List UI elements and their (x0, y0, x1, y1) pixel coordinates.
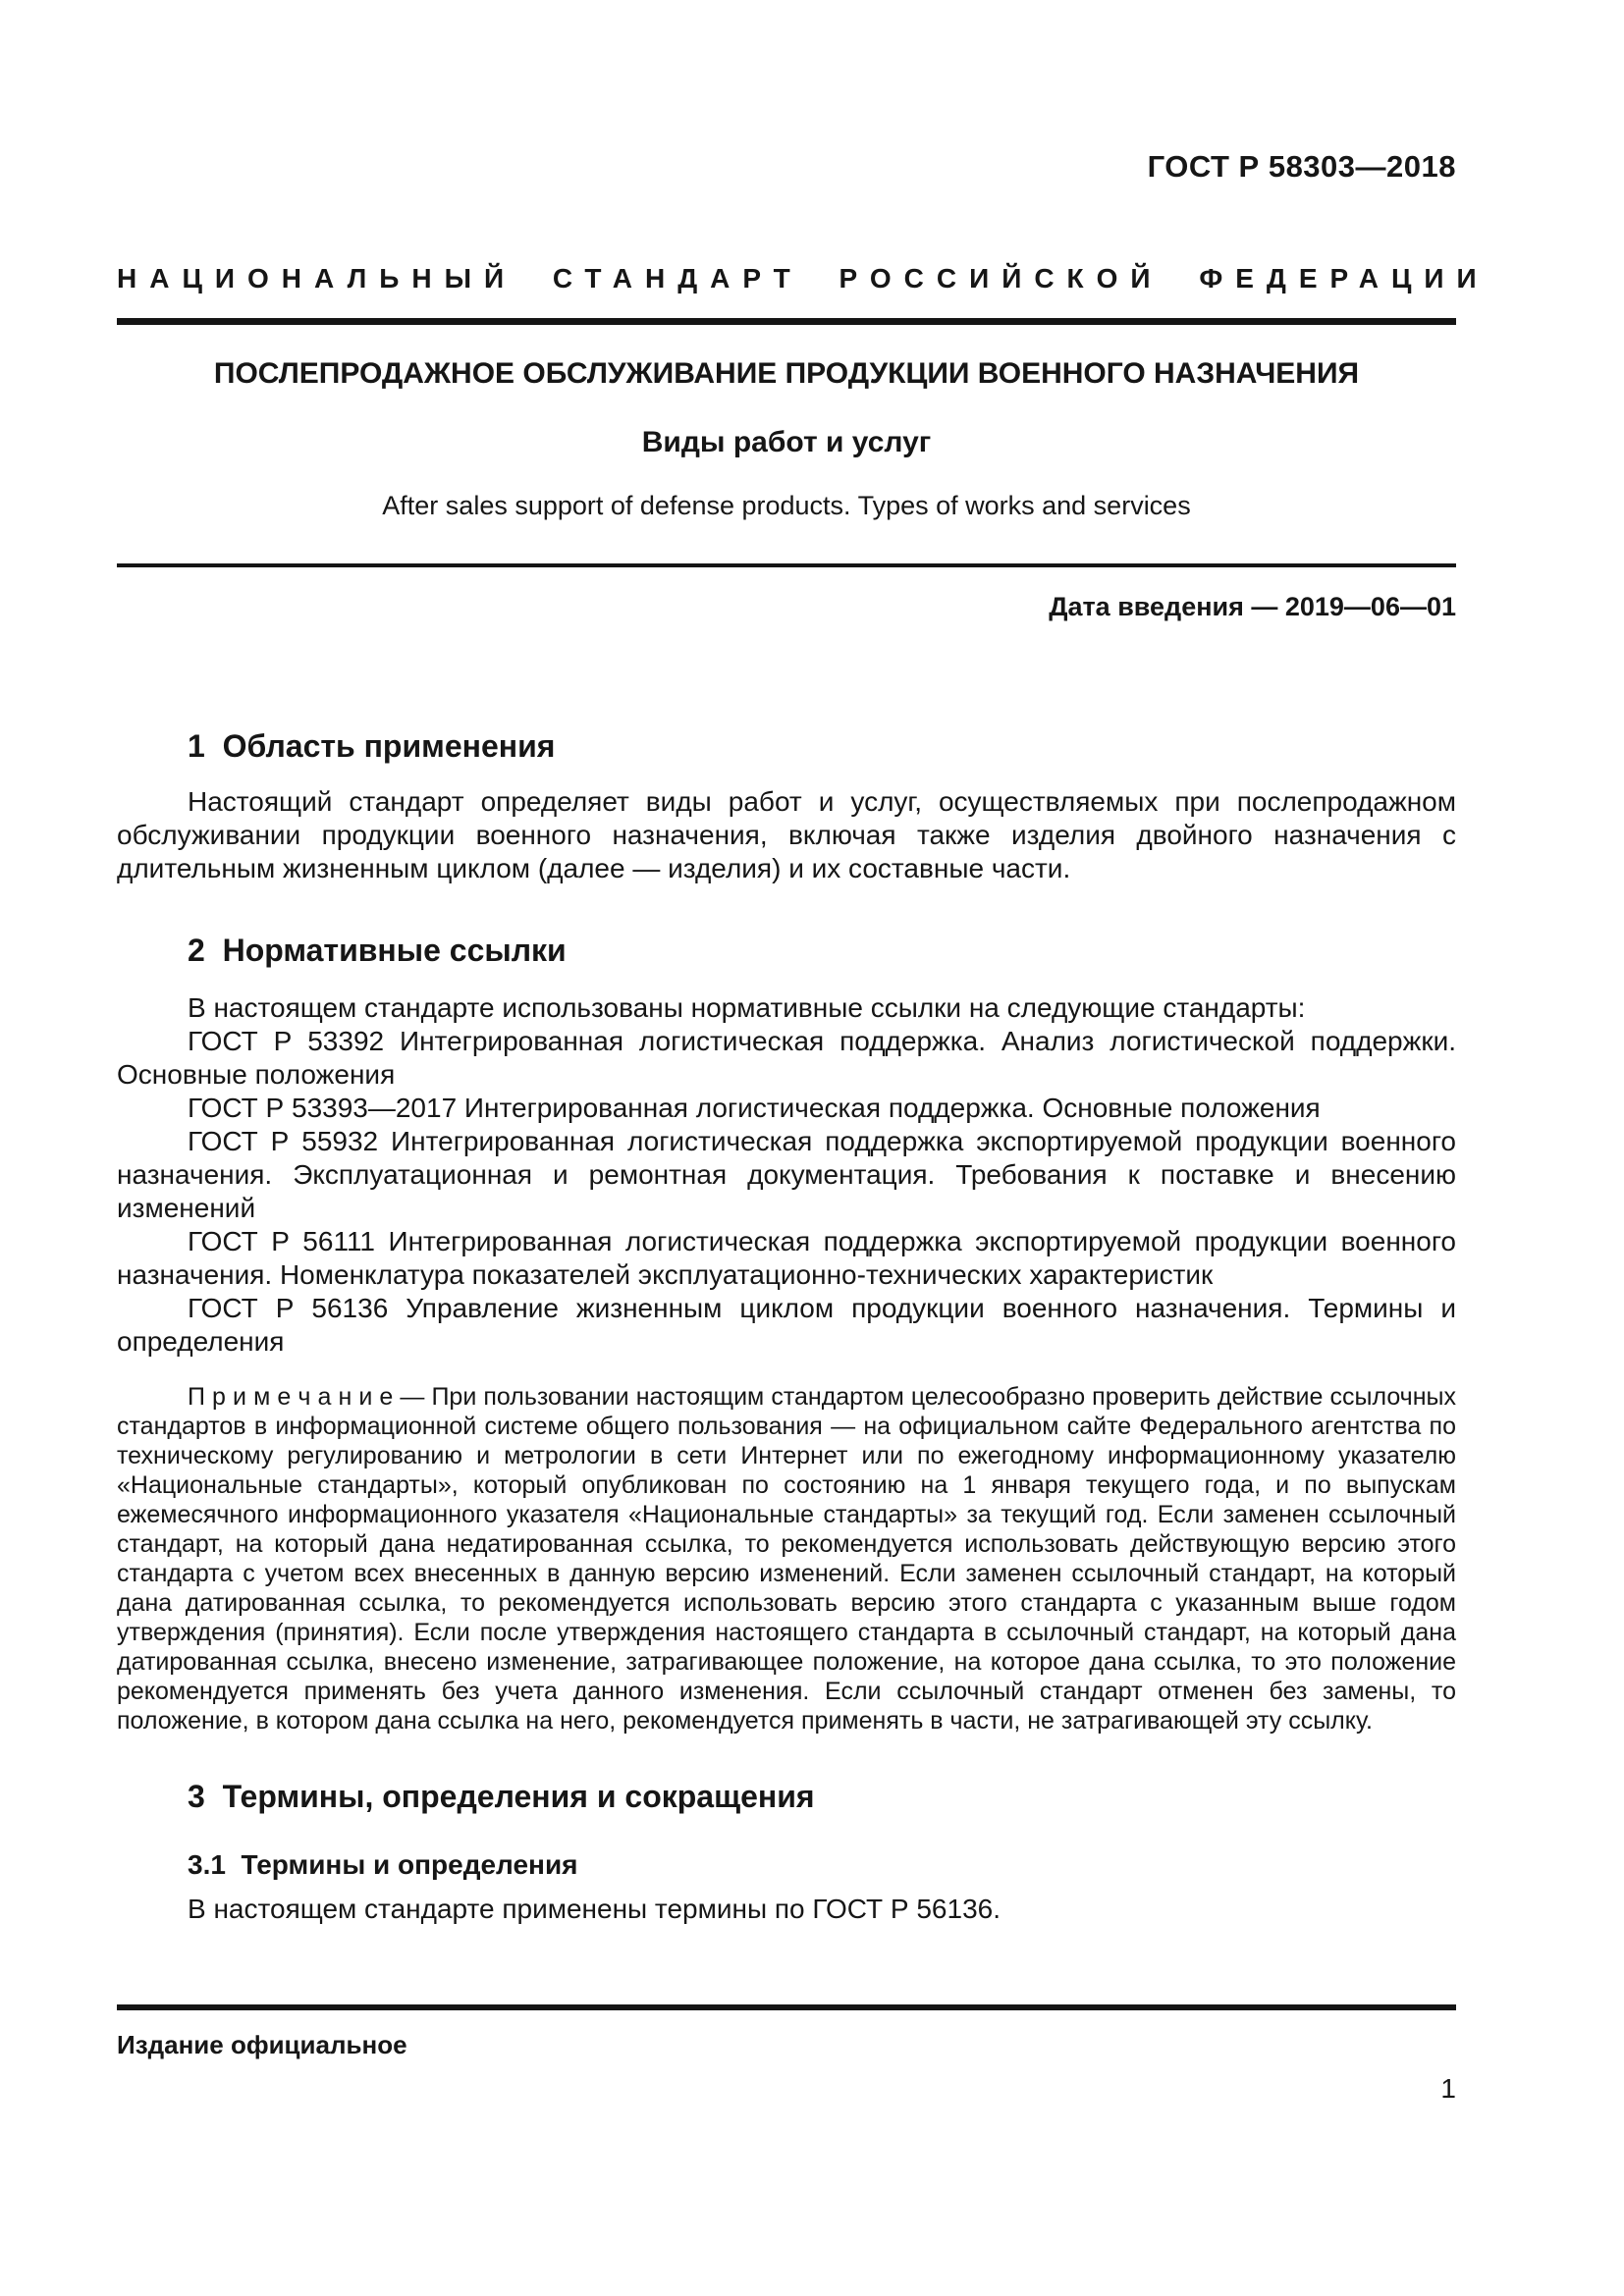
normative-references-list (117, 991, 1456, 1359)
footer-rule (117, 2004, 1456, 2010)
section-1-heading: 1 Область применения (188, 728, 556, 764)
doc-code: ГОСТ Р 58303—2018 (1147, 149, 1456, 184)
section-1-paragraph: Настоящий стандарт определяет виды работ и услуг, осуществляемых при послепродажном обслуживании продукции военного назначения, включая также изделия двойного назначения с длительным жизненным циклом (далее — изделия) и их составные части. (117, 786, 1456, 883)
section-3-heading: 3 Термины, определения и сокращения (188, 1779, 815, 1814)
header-rule (117, 318, 1456, 325)
effective-date: Дата введения — 2019—06—01 (1049, 592, 1456, 621)
doc-subtitle-ru: Виды работ и услуг (641, 426, 932, 458)
section-2-heading: 2 Нормативные ссылки (188, 933, 567, 968)
reference-item: ГОСТ Р 56136 Управление жизненным циклом продукции военного назначения. Термины и определения (117, 1293, 1456, 1357)
references-intro: В настоящем стандарте использованы нормативные ссылки на следующие стандарты: (188, 992, 1306, 1023)
section-3-1-subheading: 3.1 Термины и определения (188, 1849, 578, 1880)
title-block-rule (117, 563, 1456, 567)
reference-item: ГОСТ Р 56111 Интегрированная логистическая поддержка экспортируемой продукции военного назначения. Номенклатура показателей эксплуатационно-технических характеристик (117, 1226, 1456, 1290)
section-3-1-paragraph: В настоящем стандарте применены термины по ГОСТ Р 56136. (188, 1894, 1001, 1924)
page-number: 1 (1440, 2073, 1456, 2104)
reference-item: ГОСТ Р 55932 Интегрированная логистическая поддержка экспортируемой продукции военного назначения. Эксплуатационная и ремонтная документация. Требования к поставке и внесению изменений (117, 1126, 1456, 1223)
doc-title-ru: ПОСЛЕПРОДАЖНОЕ ОБСЛУЖИВАНИЕ ПРОДУКЦИИ ВОЕННОГО НАЗНАЧЕНИЯ (213, 357, 1360, 390)
reference-item: ГОСТ Р 53393—2017 Интегрированная логистическая поддержка. Основные положения (188, 1093, 1321, 1123)
doc-title-en: After sales support of defense products. Types of works and services (382, 491, 1191, 520)
standard-type-banner: НАЦИОНАЛЬНЫЙ СТАНДАРТ РОССИЙСКОЙ ФЕДЕРАЦИИ (117, 263, 1489, 294)
section-2-note: П р и м е ч а н и е — При пользовании настоящим стандартом целесообразно проверить действие ссылочных стандартов в информационной системе общего пользования — на официальном сайте Федерального агентства по техническому регулированию и метрологии в сети Интернет или по ежегодному информационному указателю «Национальные стандарты», который опубликован по состоянию на 1 января текущего года, и по выпускам ежемесячного информационного указателя «Национальные стандарты» за текущий год. Если заменен ссылочный стандарт, на который дана недатированная ссылка, то рекомендуется использовать действующую версию этого стандарта с учетом всех внесенных в данную версию изменений. Если заменен ссылочный стандарт, на который дана датированная ссылка, то рекомендуется использовать версию этого стандарта с указанным выше годом утверждения (принятия). Если после утверждения настоящего стандарта в ссылочный стандарт, на который дана датированная ссылка, внесено изменение, затрагивающее положение, на которое дана ссылка, то это положение рекомендуется применять без учета данного изменения. Если ссылочный стандарт отменен без замены, то положение, в котором дана ссылка на него, рекомендуется применять в части, не затрагивающей эту ссылку. (117, 1383, 1456, 1735)
reference-item: ГОСТ Р 53392 Интегрированная логистическая поддержка. Анализ логистической поддержки. Основные положения (117, 1026, 1456, 1090)
edition-note: Издание официальное (117, 2030, 407, 2059)
